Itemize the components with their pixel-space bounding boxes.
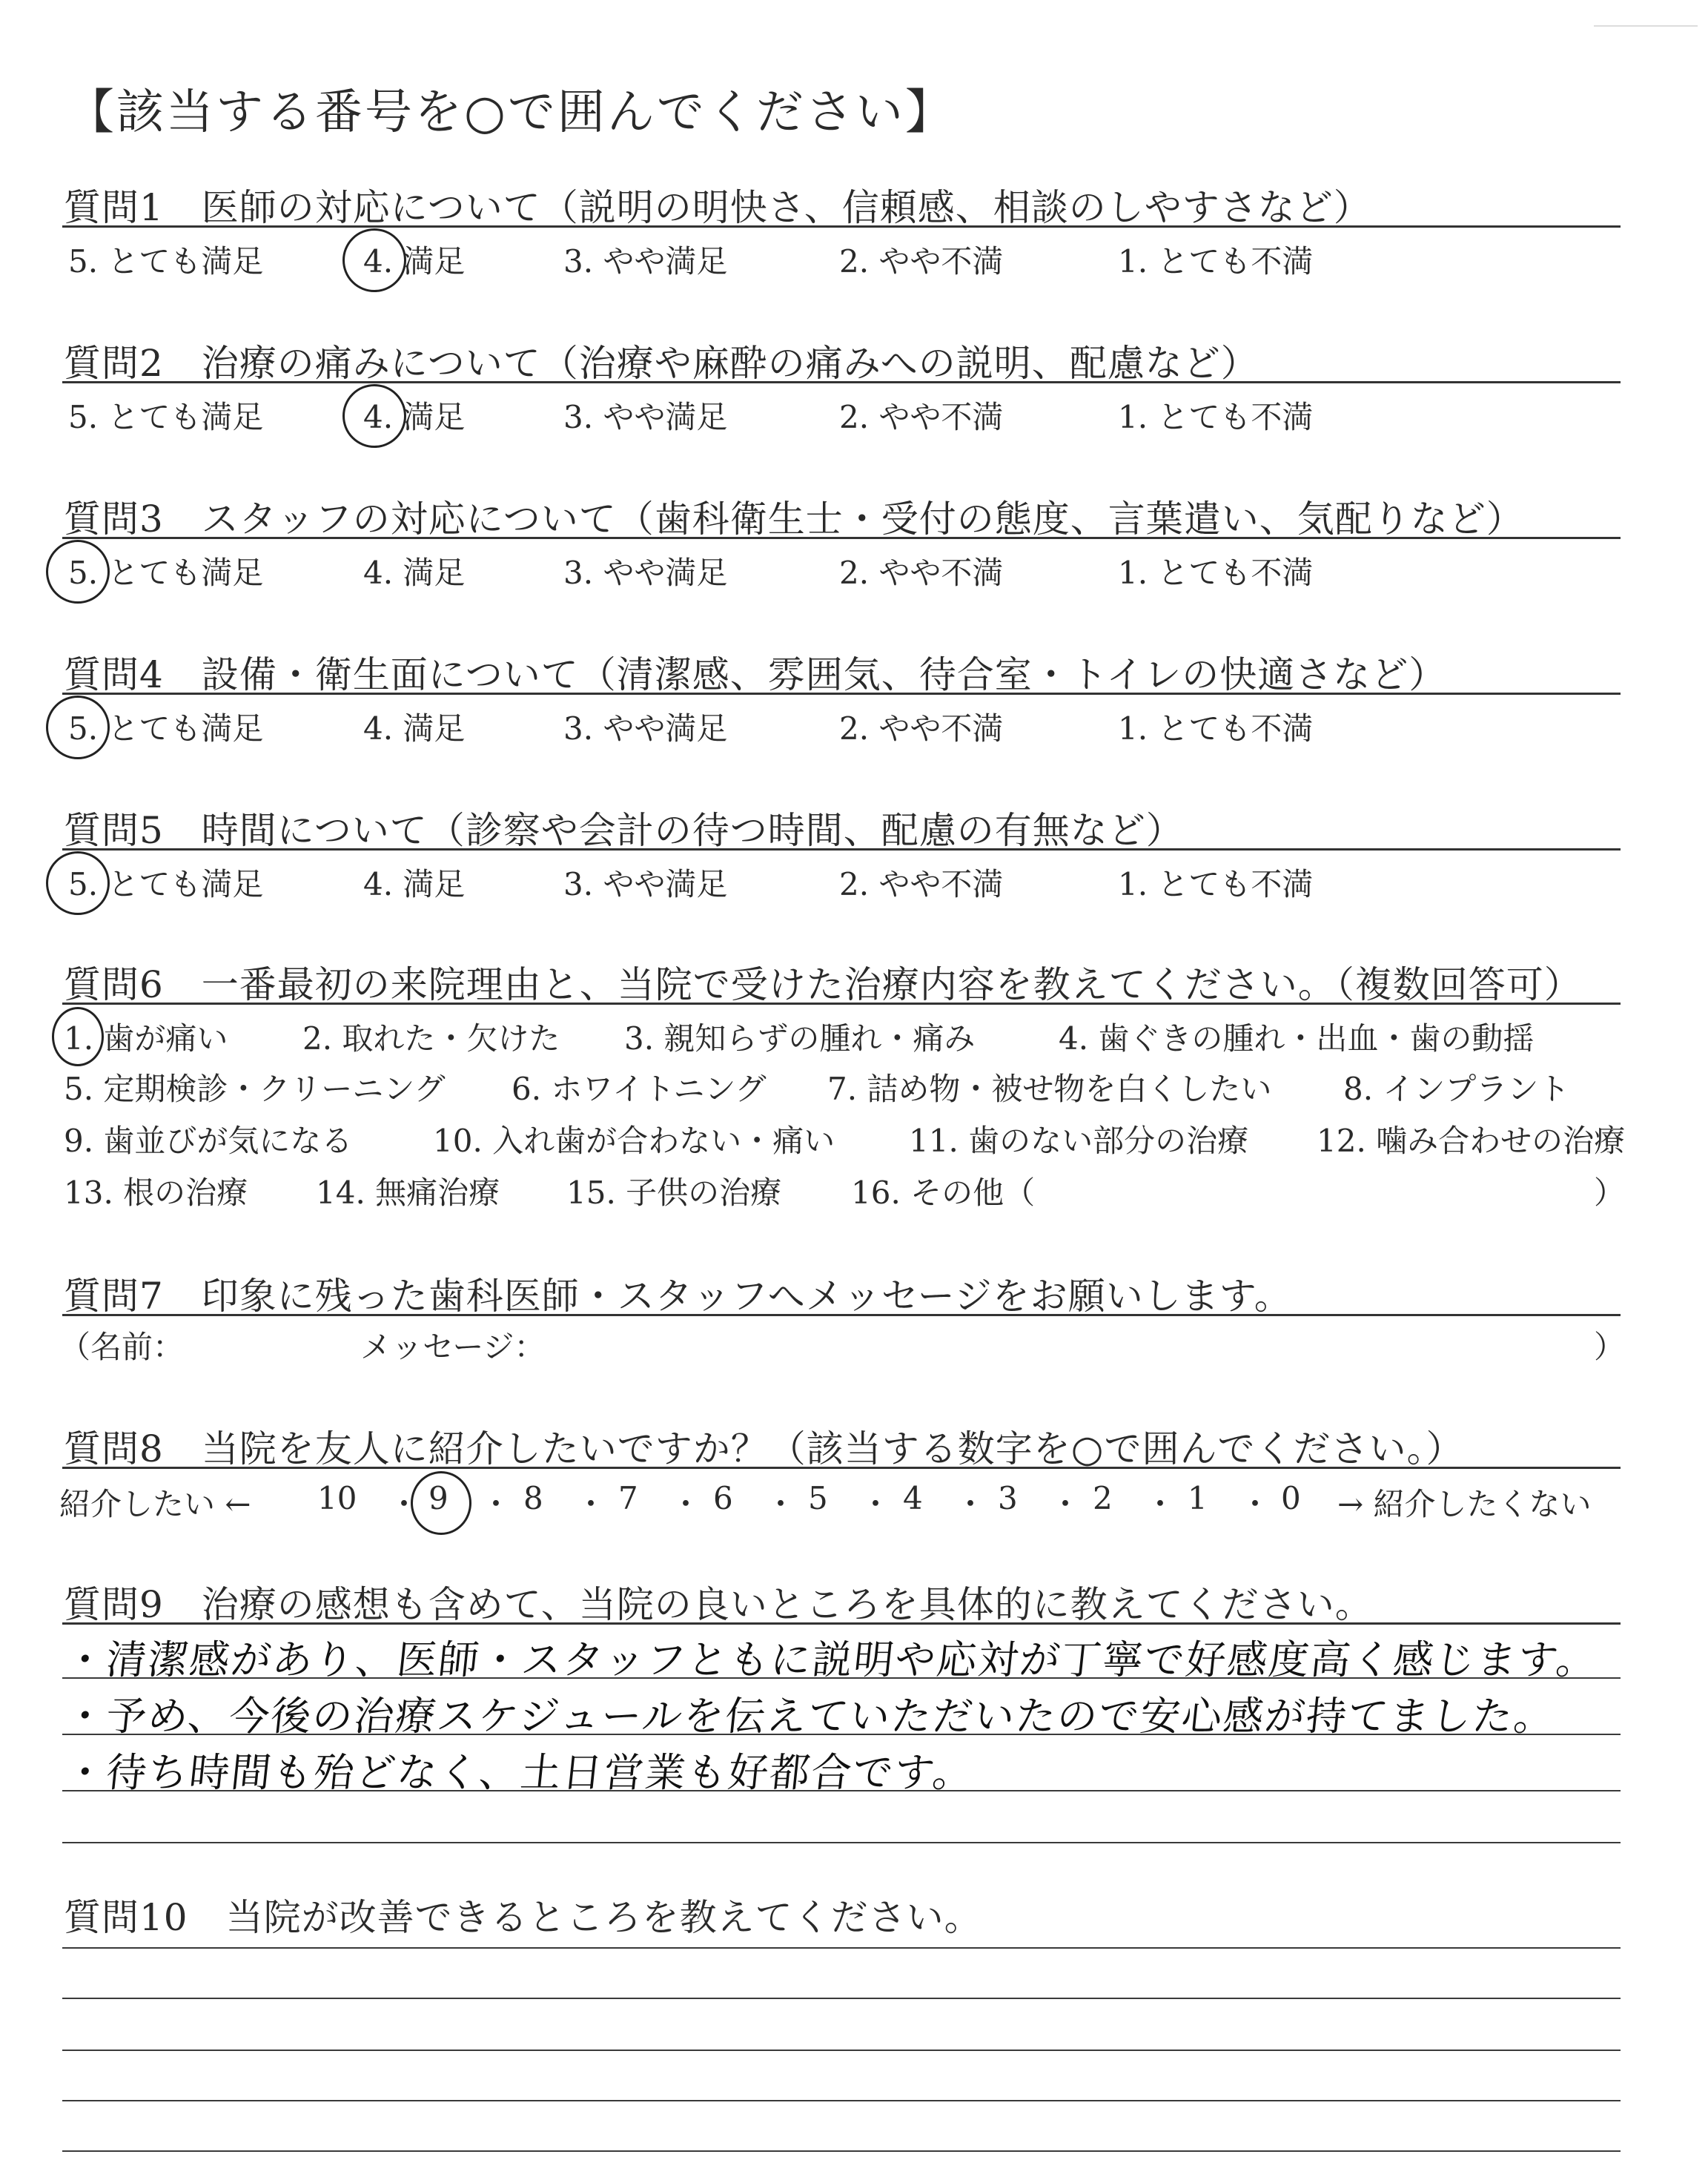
q6-option-7[interactable]: 7. 詰め物・被せ物を白くしたい: [827, 1071, 1272, 1107]
q3-rule: [62, 537, 1621, 539]
q6-option-10[interactable]: 10. 入れ歯が合わない・痛い: [433, 1123, 835, 1159]
q3-option-5[interactable]: 5. とても満足: [68, 555, 264, 591]
q1-rule: [62, 225, 1621, 228]
q9-title: 質問9 治療の感想も含めて、当院の良いところを具体的に教えてください。: [64, 1583, 1373, 1626]
q8-scale-8[interactable]: 8: [523, 1480, 543, 1516]
q9-writing-line-2: [62, 1734, 1621, 1735]
q9-writing-line-4: [62, 1842, 1621, 1843]
q8-left-label: 紹介したい ←: [59, 1486, 251, 1522]
q9-writing-line-1: [62, 1677, 1621, 1679]
q8-title: 質問8 当院を友人に紹介したいですか？（該当する数字を○で囲んでください。）: [64, 1427, 1464, 1470]
q5-option-2[interactable]: 2. やや不満: [839, 866, 1004, 902]
q1-option-4[interactable]: 4. 満足: [363, 243, 466, 280]
q6-title: 質問6 一番最初の来院理由と、当院で受けた治療内容を教えてください。（複数回答可）: [64, 963, 1582, 1006]
q8-scale-9[interactable]: 9: [428, 1480, 448, 1516]
q6-option-5[interactable]: 5. 定期検診・クリーニング: [64, 1071, 446, 1107]
q5-option-3[interactable]: 3. やや満足: [563, 866, 728, 902]
q6-option-16[interactable]: 16. その他（: [851, 1175, 1036, 1211]
q2-option-5[interactable]: 5. とても満足: [68, 399, 264, 435]
q8-scale-2[interactable]: 2: [1093, 1480, 1113, 1516]
q8-sep-5: ・: [765, 1486, 797, 1522]
q6-rule: [62, 1003, 1621, 1005]
q2-rule: [62, 381, 1621, 383]
q6-option-13[interactable]: 13. 根の治療: [64, 1175, 248, 1211]
q2-title: 質問2 治療の痛みについて（治療や麻酔の痛みへの説明、配慮など）: [64, 342, 1259, 385]
q6-option-4[interactable]: 4. 歯ぐきの腫れ・出血・歯の動揺: [1059, 1020, 1535, 1057]
q4-rule: [62, 693, 1621, 695]
q3-option-3[interactable]: 3. やや満足: [563, 555, 728, 591]
q3-option-2[interactable]: 2. やや不満: [839, 555, 1004, 591]
q4-selected-circle: [46, 696, 110, 759]
q6-option-15[interactable]: 15. 子供の治療: [566, 1175, 782, 1211]
q5-option-4[interactable]: 4. 満足: [363, 866, 466, 902]
q10-writing-line-2: [62, 1998, 1621, 1999]
q4-option-3[interactable]: 3. やや満足: [563, 710, 728, 747]
q6-other-close-paren: ）: [1594, 1175, 1626, 1211]
q2-option-1[interactable]: 1. とても不満: [1118, 399, 1314, 435]
q8-scale-5[interactable]: 5: [808, 1480, 828, 1516]
q6-selected-circle: [52, 1007, 104, 1066]
q8-sep-4: ・: [670, 1486, 702, 1522]
q8-sep-8: ・: [1050, 1486, 1082, 1522]
q3-title: 質問3 スタッフの対応について（歯科衛生士・受付の態度、言葉遣い、気配りなど）: [64, 498, 1524, 541]
q1-selected-circle: [342, 228, 406, 292]
q6-option-14[interactable]: 14. 無痛治療: [316, 1175, 500, 1211]
q6-option-8[interactable]: 8. インプラント: [1343, 1071, 1570, 1107]
q6-option-6[interactable]: 6. ホワイトニング: [512, 1071, 767, 1107]
q2-option-2[interactable]: 2. やや不満: [839, 399, 1004, 435]
q4-option-4[interactable]: 4. 満足: [363, 710, 466, 747]
q8-sep-9: ・: [1145, 1486, 1176, 1522]
q4-option-1[interactable]: 1. とても不満: [1118, 710, 1314, 747]
q6-option-9[interactable]: 9. 歯並びが気になる: [64, 1123, 353, 1159]
q7-close-paren: ）: [1594, 1329, 1626, 1365]
q8-scale-3[interactable]: 3: [998, 1480, 1018, 1516]
q8-sep-1: ・: [388, 1486, 420, 1522]
q9-answer-line-2: ・予め、今後の治療スケジュールを伝えていただいたので安心感が持てました。: [62, 1693, 1558, 1740]
q5-selected-circle: [46, 851, 110, 915]
q9-answer-line-1: ・清潔感があり、医師・スタッフともに説明や応対が丁寧で好感度高く感じます。: [62, 1636, 1601, 1683]
q8-scale-0[interactable]: 0: [1281, 1480, 1301, 1516]
q7-title: 質問7 印象に残った歯科医師・スタッフへメッセージをお願いします。: [64, 1275, 1292, 1318]
q9-answer-line-3: ・待ち時間も殆どなく、土日営業も好都合です。: [62, 1749, 977, 1796]
q3-selected-circle: [46, 540, 110, 604]
q10-writing-line-5: [62, 2150, 1621, 2152]
q4-option-5[interactable]: 5. とても満足: [68, 710, 264, 747]
q7-name-label: （名前：: [59, 1329, 185, 1365]
q1-option-2[interactable]: 2. やや不満: [839, 243, 1004, 280]
q5-option-1[interactable]: 1. とても不満: [1118, 866, 1314, 902]
q8-scale-4[interactable]: 4: [903, 1480, 923, 1516]
q10-writing-line-4: [62, 2100, 1621, 2101]
q8-scale-7[interactable]: 7: [618, 1480, 638, 1516]
q9-writing-line-3: [62, 1790, 1621, 1791]
q6-option-12[interactable]: 12. 噛み合わせの治療: [1317, 1123, 1626, 1159]
q8-scale-10[interactable]: 10: [317, 1480, 357, 1516]
q2-option-4[interactable]: 4. 満足: [363, 399, 466, 435]
q2-selected-circle: [342, 384, 406, 448]
q6-option-3[interactable]: 3. 親知らずの腫れ・痛み: [624, 1020, 976, 1057]
instruction-header: 【該当する番号を○で囲んでください】: [67, 85, 955, 140]
q4-title: 質問4 設備・衛生面について（清潔感、雰囲気、待合室・トイレの快適さなど）: [64, 653, 1447, 696]
q8-selected-circle: [411, 1471, 471, 1535]
q1-title: 質問1 医師の対応について（説明の明快さ、信頼感、相談のしやすさなど）: [64, 186, 1371, 229]
q6-option-1[interactable]: 1. 歯が痛い: [64, 1020, 228, 1057]
scan-edge-line: [1594, 25, 1698, 27]
q2-option-3[interactable]: 3. やや満足: [563, 399, 728, 435]
q8-scale-6[interactable]: 6: [713, 1480, 733, 1516]
q8-rule: [62, 1467, 1621, 1469]
q3-option-4[interactable]: 4. 満足: [363, 555, 466, 591]
q5-title: 質問5 時間について（診察や会計の待つ時間、配慮の有無など）: [64, 809, 1184, 852]
q8-sep-7: ・: [955, 1486, 987, 1522]
q1-option-3[interactable]: 3. やや満足: [563, 243, 728, 280]
q4-option-2[interactable]: 2. やや不満: [839, 710, 1004, 747]
q9-rule: [62, 1622, 1621, 1625]
q1-option-1[interactable]: 1. とても不満: [1118, 243, 1314, 280]
q5-option-5[interactable]: 5. とても満足: [68, 866, 264, 902]
q1-option-5[interactable]: 5. とても満足: [68, 243, 264, 280]
q8-sep-2: ・: [480, 1486, 512, 1522]
q7-message-label: メッセージ：: [360, 1329, 546, 1365]
q8-right-label: → 紹介したくない: [1337, 1486, 1592, 1522]
q8-sep-6: ・: [860, 1486, 892, 1522]
q10-writing-line-1: [62, 1947, 1621, 1949]
q8-scale-1[interactable]: 1: [1188, 1480, 1208, 1516]
q7-rule: [62, 1314, 1621, 1316]
q8-sep-10: ・: [1239, 1486, 1271, 1522]
q10-writing-line-3: [62, 2050, 1621, 2051]
q8-sep-3: ・: [575, 1486, 607, 1522]
q10-title: 質問10 当院が改善できるところを教えてください。: [64, 1896, 982, 1939]
q3-option-1[interactable]: 1. とても不満: [1118, 555, 1314, 591]
q6-option-2[interactable]: 2. 取れた・欠けた: [302, 1020, 560, 1057]
q5-rule: [62, 848, 1621, 851]
q6-option-11[interactable]: 11. 歯のない部分の治療: [909, 1123, 1249, 1159]
